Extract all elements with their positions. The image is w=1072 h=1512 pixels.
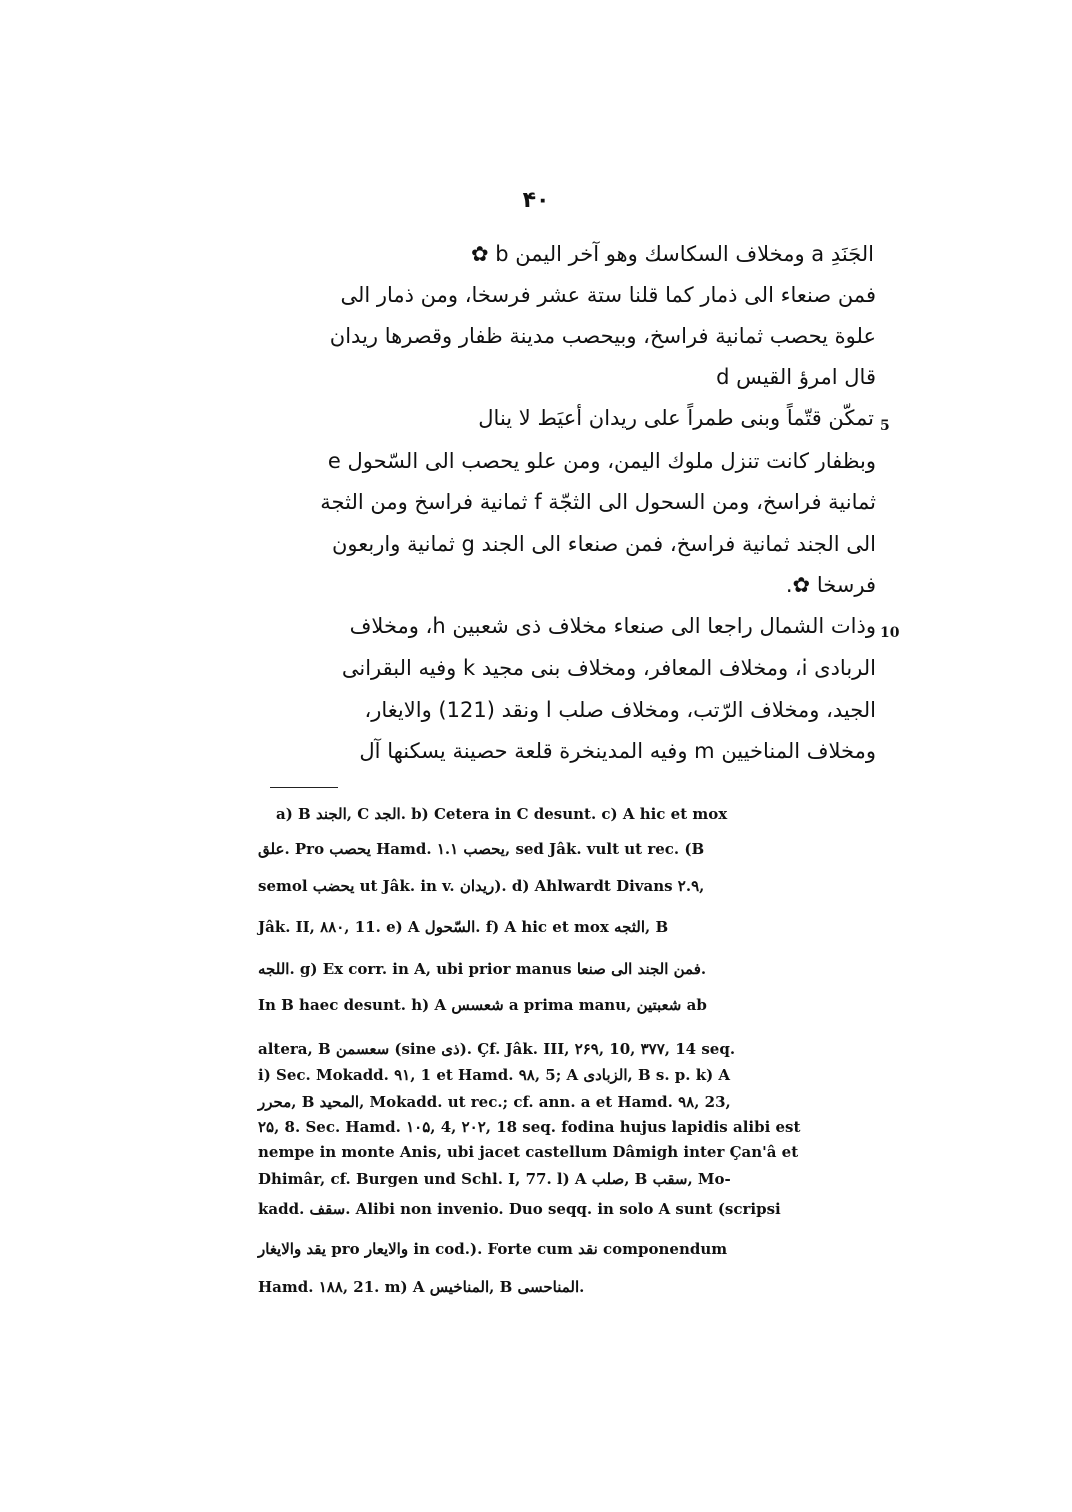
- footnote-line: semol يحضب ut Jâk. in v. ريدان). d) Ahlwardt Divans ۲.۹,: [258, 877, 705, 895]
- page-number: ۴۰: [522, 188, 550, 213]
- footnote-line: kadd. سقف. Alibi non invenio. Duo seqq. in solo A sunt (scripsi: [258, 1200, 781, 1218]
- arabic-line: فمن صنعاء الى ذمار كما قلنا ستة عشر فرسخا، ومن ذمار الى: [340, 283, 876, 307]
- arabic-line: الجَنَدِ a ومخلاف السكاسك وهو آخر اليمن b ✿: [470, 242, 874, 266]
- arabic-line: وذات الشمال راجعا الى صنعاء مخلاف ذى شعبين h، ومخلاف: [349, 614, 876, 638]
- footnote-line: اللجه. g) Ex corr. in A, ubi prior manus فمن الجند الى صنعا.: [258, 960, 707, 978]
- arabic-line: علوة يحصب ثمانية فراسخ، وبيحصب مدينة ظفار وقصرها ريدان: [329, 324, 876, 348]
- arabic-line: فرسخا ✿.: [785, 573, 876, 597]
- footnote-line: Jâk. II, ۸۸۰, 11. e) A السّحول. f) A hic et mox الثجه, B: [258, 918, 669, 936]
- arabic-line: قال امرؤ القيس d: [716, 365, 876, 389]
- footnote-line: altera, B سعسمن (sine ذى). Çf. Jâk. III, ۲۶۹, 10, ۳۷۷, 14 seq.: [258, 1040, 736, 1058]
- footnote-divider: [270, 787, 338, 788]
- arabic-line: ومخلاف المناخيين m وفيه المدينخرة قلعة حصينة يسكنها آل: [359, 739, 876, 763]
- arabic-line: الجيد، ومخلاف الرّتب، ومخلاف صلب l ونقد (121) والايغار،: [364, 698, 876, 722]
- arabic-line: وبظفار كانت تنزل ملوك اليمن، ومن علو يحصب الى السّحول e: [327, 449, 876, 473]
- arabic-line: الربادى i، ومخلاف المعافر، ومخلاف بنى مجيد k وفيه البقرانى: [341, 656, 876, 680]
- footnote-line: In B haec desunt. h) A شعسس a prima manu, شعبتين ab: [258, 996, 707, 1014]
- footnote-line: a) B الجند, C الجد. b) Cetera in C desunt. c) A hic et mox: [276, 805, 728, 823]
- line-number: 10: [880, 625, 900, 641]
- footnote-line: i) Sec. Mokadd. ۹۱, 1 et Hamd. ۹۸, 5; A الزبادى, B s. p. k) A: [258, 1066, 731, 1084]
- footnote-line: Hamd. ۱۸۸, 21. m) A المناخيس, B المناحسى.: [258, 1278, 585, 1296]
- footnote-line: محرر, B المحيد, Mokadd. ut rec.; cf. ann. a et Hamd. ۹۸, 23,: [258, 1093, 731, 1111]
- footnote-line: يقد والايغار pro والايعار in cod.). Forte cum نقد componendum: [258, 1240, 728, 1258]
- footnote-line: ۲۵, 8. Sec. Hamd. ۱۰۵, 4, ۲۰۲, 18 seq. fodina hujus lapidis alibi est: [258, 1118, 801, 1136]
- arabic-line: ثمانية فراسخ، ومن السحول الى الثجّة f ثمانية فراسخ ومن الثجة: [320, 490, 876, 514]
- arabic-line: الى الجند ثمانية فراسخ، فمن صنعاء الى الجند g ثمانية واربعون: [331, 532, 876, 556]
- footnote-line: nempe in monte Anis, ubi jacet castellum Dâmigh inter Çan'â et: [258, 1143, 799, 1161]
- arabic-line: تمكّن قتّماً وبنى طمراً على ريدان أعيَط لا ينال: [478, 406, 874, 430]
- footnote-line: علق. Pro يحصب Hamd. ۱.۱ يحصب, sed Jâk. vult ut rec. (B: [258, 840, 705, 858]
- line-number: 5: [880, 418, 890, 434]
- footnote-line: Dhimâr, cf. Burgen und Schl. I, 77. l) A صلب, B سقب, Mo-: [258, 1170, 731, 1188]
